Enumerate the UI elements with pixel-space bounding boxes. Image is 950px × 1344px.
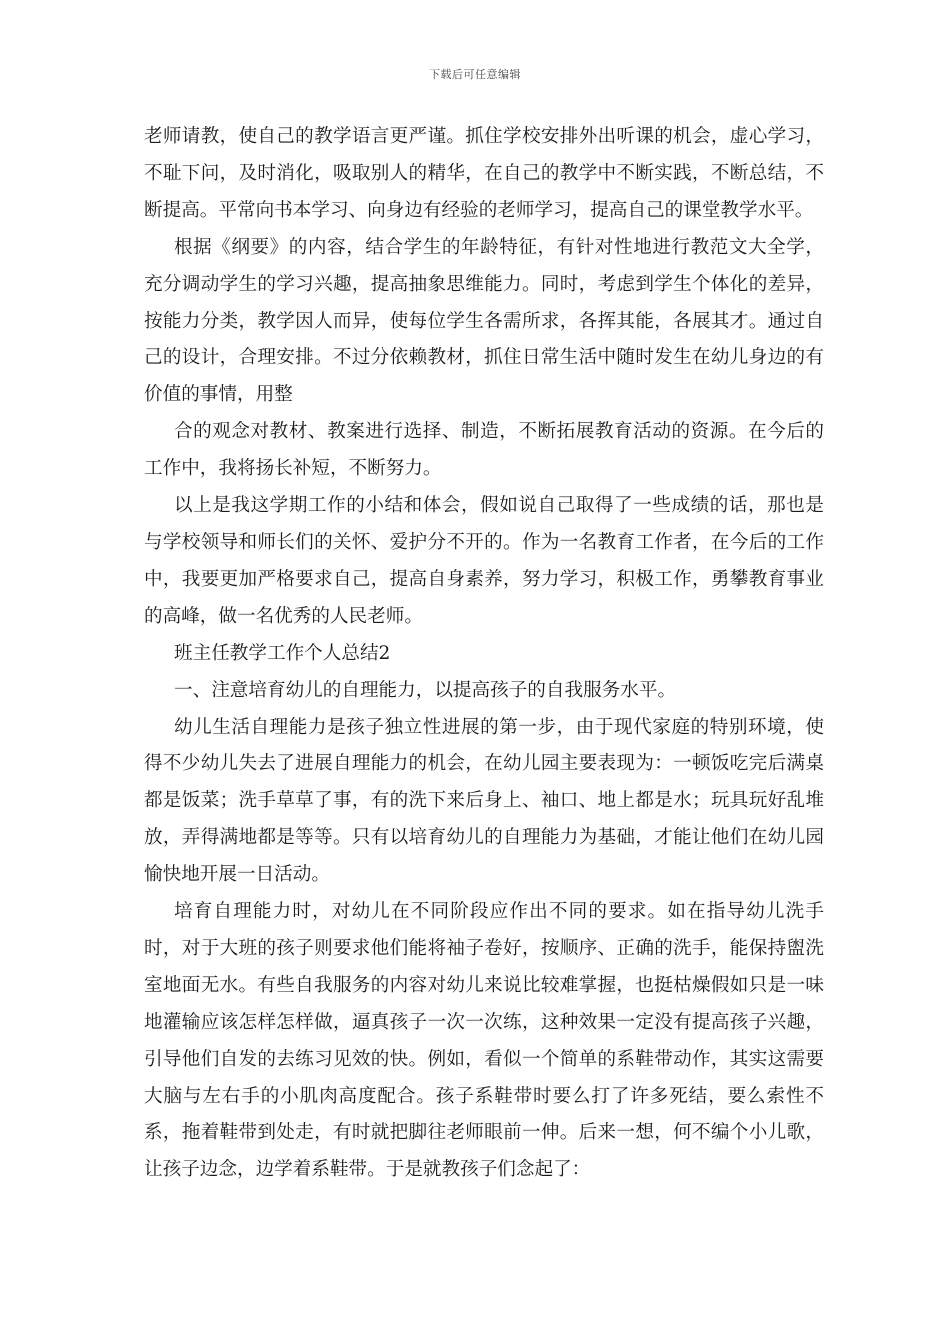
paragraph-summary: 以上是我这学期工作的小结和体会，假如说自己取得了一些成绩的话，那也是与学校领导和师长们的关怀、爱护分不开的。作为一名教育工作者，在今后的工作中，我要更加严格要求自己，提高自身素养，努力学习，积极工作，勇攀教育事业的高峰，做一名优秀的人民老师。	[144, 495, 824, 627]
section-title: 班主任教学工作个人总结2	[174, 642, 391, 664]
paragraph-continuation: 老师请教，使自己的教学语言更严谨。抓住学校安排外出听课的机会，虚心学习，不耻下问，及时消化，吸取别人的精华，在自己的教学中不断实践，不断总结，不断提高。平常向书本学习、向身边有经验的老师学习，提高自己的课堂教学水平。	[144, 126, 824, 221]
section-subheading: 一、注意培育幼儿的自理能力，以提高孩子的自我服务水平。	[174, 679, 677, 701]
page-header: 下载后可任意编辑	[429, 68, 521, 81]
paragraph-stages: 培育自理能力时，对幼儿在不同阶段应作出不同的要求。如在指导幼儿洗手时，对于大班的孩子则要求他们能将袖子卷好，按顺序、正确的洗手，能保持盥洗室地面无水。有些自我服务的内容对幼儿来说比较难掌握，也挺枯燥假如只是一味地灌输应该怎样怎样做，逼真孩子一次一次练，这种效果一定没有提高孩子兴趣，引导他们自发的去练习见效的快。例如，看似一个简单的系鞋带动作，其实这需要大脑与左右手的小肌肉高度配合。孩子系鞋带时要么打了许多死结，要么索性不系，拖着鞋带到处走，有时就把脚往老师眼前一伸。后来一想，何不编个小儿歌，让孩子边念，边学着系鞋带。于是就教孩子们念起了：	[144, 901, 824, 1181]
paragraph-self-care: 幼儿生活自理能力是孩子独立性进展的第一步，由于现代家庭的特别环境，使得不少幼儿失去了进展自理能力的机会，在幼儿园主要表现为：一顿饭吃完后满桌都是饭菜；洗手草草了事，有的洗下来后身上、袖口、地上都是水；玩具玩好乱堆放，弄得满地都是等等。只有以培育幼儿的自理能力为基础，才能让他们在幼儿园愉快地开展一日活动。	[144, 716, 824, 886]
paragraph-teaching-method: 根据《纲要》的内容，结合学生的年龄特征，有针对性地进行教范文大全学，充分调动学生的学习兴趣，提高抽象思维能力。同时，考虑到学生个体化的差异，按能力分类，教学因人而异，使每位学生各需所求，各挥其能，各展其才。通过自己的设计，合理安排。不过分依赖教材，抓住日常生活中随时发生在幼儿身边的有价值的事情，用整	[144, 236, 824, 406]
document-body	[144, 119, 824, 1189]
paragraph-integration: 合的观念对教材、教案进行选择、制造，不断拓展教育活动的资源。在今后的工作中，我将扬长补短，不断努力。	[144, 421, 824, 480]
